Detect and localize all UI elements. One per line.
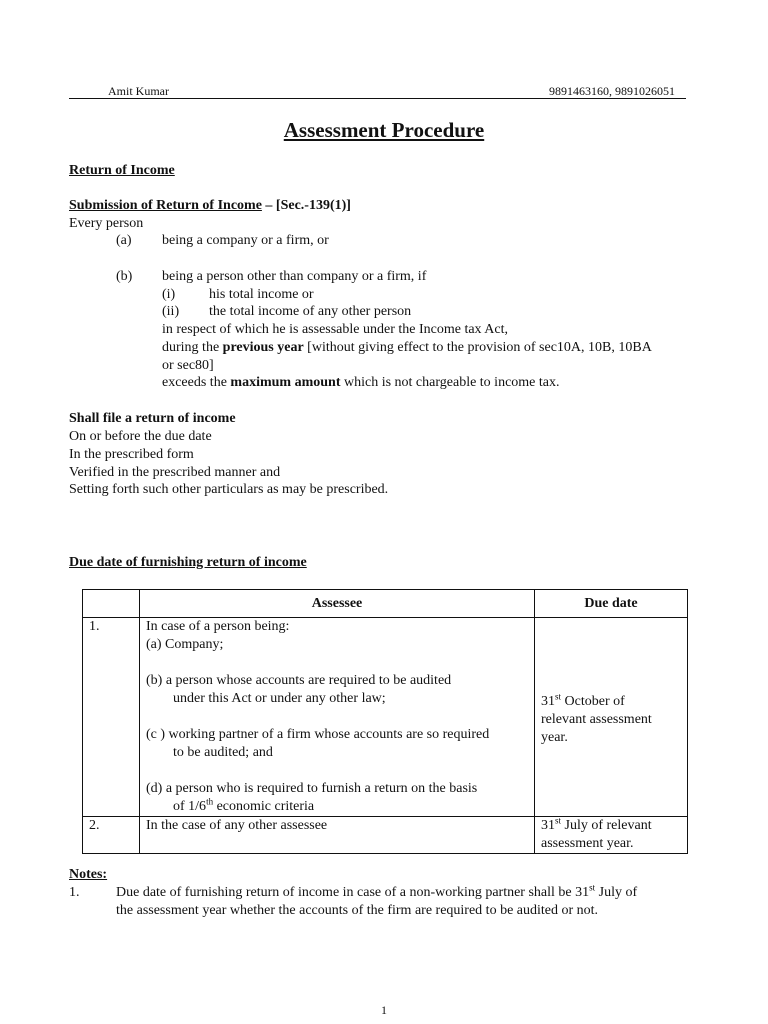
- note-1-post: July of: [595, 885, 638, 900]
- section-heading: Return of Income: [69, 163, 175, 178]
- row1-due-l3: year.: [541, 730, 568, 745]
- shall-file-line: Setting forth such other particulars as may be prescribed.: [69, 482, 389, 497]
- every-person: Every person: [69, 216, 144, 231]
- clause-b-label: (b): [116, 269, 133, 284]
- row2-due-l2: assessment year.: [541, 836, 634, 851]
- row-num: 2.: [83, 817, 140, 854]
- row2-due-cell: [535, 817, 688, 854]
- row1-d2-pre: of 1/6: [173, 799, 207, 814]
- exceeds-pre: exceeds the: [162, 375, 231, 390]
- page-number: 1: [381, 1003, 387, 1017]
- sub-ii-label: (ii): [162, 304, 180, 319]
- col-due-date: Due date: [535, 590, 688, 618]
- during-pre: during the: [162, 340, 223, 355]
- page-title: Assessment Procedure: [283, 118, 485, 142]
- row2-due-sup: st: [555, 815, 562, 826]
- sub-i-text: his total income or: [209, 287, 314, 302]
- row1-due-cell: [535, 618, 688, 817]
- shall-file-heading: Shall file a return of income: [69, 411, 236, 426]
- table-row: [83, 817, 688, 854]
- during-line: [162, 339, 652, 357]
- note-1-pre: Due date of furnishing return of income in case of a non-working partner shall be 31: [116, 885, 590, 900]
- table-header-row: [83, 590, 688, 618]
- row1-due-l1: [541, 693, 687, 711]
- row1-d2: [146, 798, 534, 816]
- shall-file-line: On or before the due date: [69, 429, 212, 444]
- clause-a-text: being a company or a firm, or: [162, 233, 329, 248]
- row1-due-text: October of: [561, 694, 625, 709]
- row1-d2-post: economic criteria: [213, 799, 315, 814]
- row1-c1: (c ) working partner of a firm whose accounts are so required: [146, 727, 490, 742]
- sub-i-label: (i): [162, 287, 176, 302]
- exceeds-post: which is not chargeable to income tax.: [340, 375, 560, 390]
- submission-title: Submission of Return of Income: [69, 198, 262, 213]
- section-ref: [Sec.-139(1)]: [275, 198, 351, 213]
- maximum-amount-term: maximum amount: [230, 375, 341, 390]
- clause-b-text: being a person other than company or a firm, if: [162, 269, 427, 284]
- header-rule: [69, 98, 686, 99]
- table-row: [83, 618, 688, 817]
- submission-sep: –: [261, 198, 276, 213]
- row1-a: (a) Company;: [146, 637, 224, 652]
- row1-intro: In case of a person being:: [146, 619, 290, 634]
- row2-due-l1: [541, 817, 687, 835]
- row2-assessee: In the case of any other assessee: [140, 817, 535, 854]
- due-date-heading: Due date of furnishing return of income: [69, 555, 307, 570]
- notes-heading: Notes:: [69, 867, 108, 882]
- note-1-line2: the assessment year whether the accounts of the firm are required to be audited or not.: [116, 903, 599, 918]
- header-phones: 9891463160, 9891026051: [549, 84, 675, 98]
- row1-due-l2: relevant assessment: [541, 712, 652, 727]
- row-num: 1.: [83, 618, 140, 817]
- submission-heading: [69, 197, 351, 215]
- row1-c2: to be audited; and: [173, 745, 273, 760]
- header-num-cell: [83, 590, 140, 618]
- row1-b2: under this Act or under any other law;: [173, 691, 386, 706]
- row1-due-num: 31: [541, 694, 555, 709]
- respect-line: in respect of which he is assessable under the Income tax Act,: [162, 322, 509, 337]
- row1-d1: (d) a person who is required to furnish a return on the basis: [146, 781, 478, 796]
- note-1-sup: st: [589, 882, 596, 893]
- note-1-line1: [116, 884, 637, 902]
- row1-due-sup: st: [555, 691, 562, 702]
- row2-due-num: 31: [541, 818, 555, 833]
- sub-ii-text: the total income of any other person: [209, 304, 412, 319]
- during-post: [without giving effect to the provision of sec10A, 10B, 10BA: [303, 340, 652, 355]
- note-1-label: 1.: [69, 885, 80, 900]
- row1-d2-sup: th: [206, 796, 214, 807]
- shall-file-line: In the prescribed form: [69, 447, 194, 462]
- col-assessee: Assessee: [140, 590, 535, 618]
- row-assessee-cell: [140, 618, 535, 817]
- header-author: Amit Kumar: [108, 84, 169, 98]
- exceeds-line: [162, 374, 560, 392]
- or-sec80-line: or sec80]: [162, 358, 214, 373]
- clause-a-label: (a): [116, 233, 132, 248]
- due-date-table: [82, 589, 688, 854]
- shall-file-line: Verified in the prescribed manner and: [69, 465, 281, 480]
- row2-due-text: July of relevant: [561, 818, 652, 833]
- row1-b1: (b) a person whose accounts are required to be audited: [146, 673, 452, 688]
- previous-year-term: previous year: [222, 340, 304, 355]
